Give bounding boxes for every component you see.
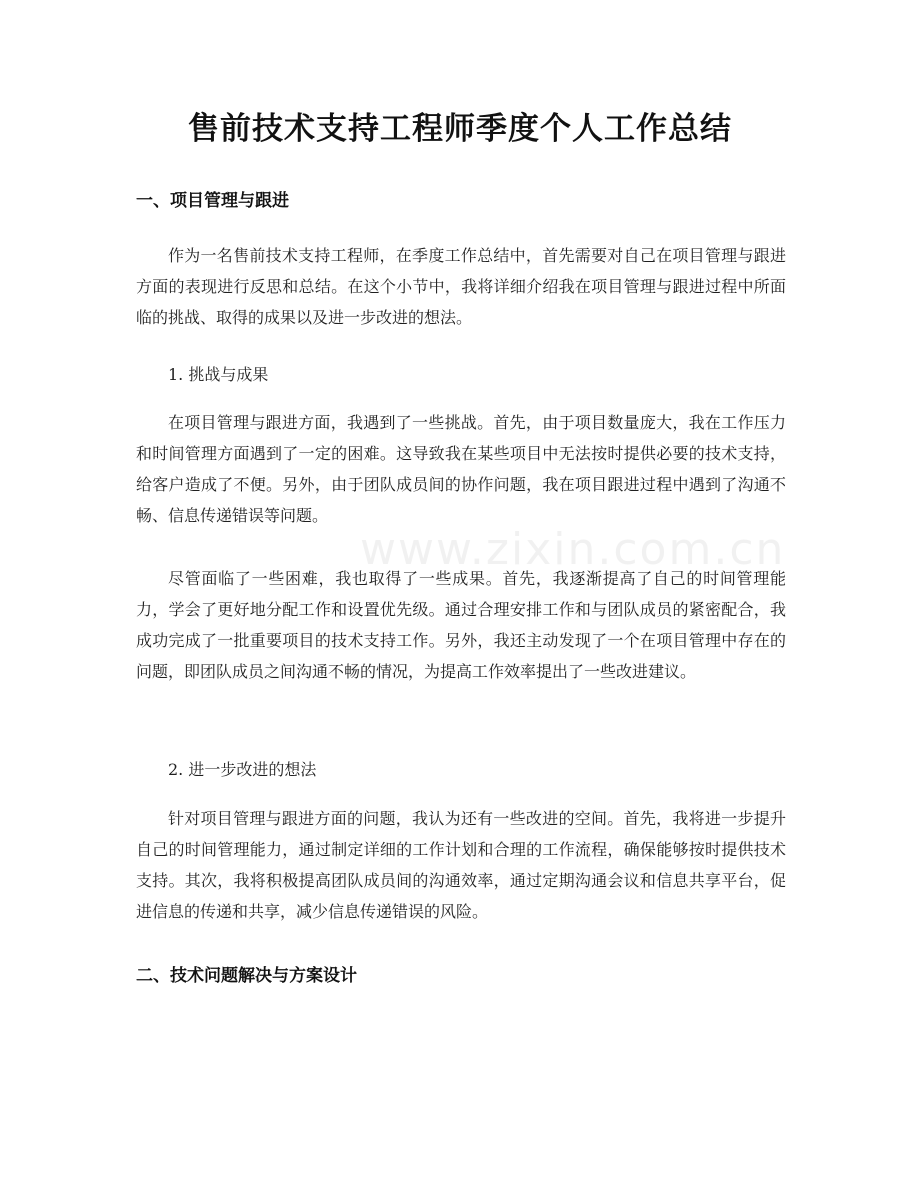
section-heading-1: 一、项目管理与跟进 — [136, 191, 289, 211]
subsection-2-paragraph-1: 针对项目管理与跟进方面的问题，我认为还有一些改进的空间。首先，我将进一步提升自己的时间管理能力，通过制定详细的工作计划和合理的工作流程，确保能够按时提供技术支持。其次，我将积极提高团队成员间的沟通效率，通过定期沟通会议和信息共享平台，促进信息的传递和共享，减少信息传递错误的风险。 — [136, 809, 786, 921]
watermark: www.zixin.com.cn — [360, 524, 786, 575]
subsection-1-paragraph-1: 在项目管理与跟进方面，我遇到了一些挑战。首先，由于项目数量庞大，我在工作压力和时间管理方面遇到了一定的困难。这导致我在某些项目中无法按时提供必要的技术支持，给客户造成了不便。另外，由于团队成员间的协作问题，我在项目跟进过程中遇到了沟通不畅、信息传递错误等问题。 — [136, 413, 786, 525]
subsection-heading-1: 1. 挑战与成果 — [168, 365, 269, 384]
subsection-heading-2: 2. 进一步改进的想法 — [168, 760, 317, 779]
section-1-intro-paragraph: 作为一名售前技术支持工程师，在季度工作总结中，首先需要对自己在项目管理与跟进方面的表现进行反思和总结。在这个小节中，我将详细介绍我在项目管理与跟进过程中所面临的挑战、取得的成果以及进一步改进的想法。 — [136, 246, 786, 327]
document-title: 售前技术支持工程师季度个人工作总结 — [188, 111, 732, 147]
subsection-1-paragraph-2: 尽管面临了一些困难，我也取得了一些成果。首先，我逐渐提高了自己的时间管理能力，学会了更好地分配工作和设置优先级。通过合理安排工作和与团队成员的紧密配合，我成功完成了一批重要项目的技术支持工作。另外，我还主动发现了一个在项目管理中存在的问题，即团队成员之间沟通不畅的情况，为提高工作效率提出了一些改进建议。 — [136, 569, 786, 681]
section-heading-2: 二、技术问题解决与方案设计 — [136, 966, 357, 986]
